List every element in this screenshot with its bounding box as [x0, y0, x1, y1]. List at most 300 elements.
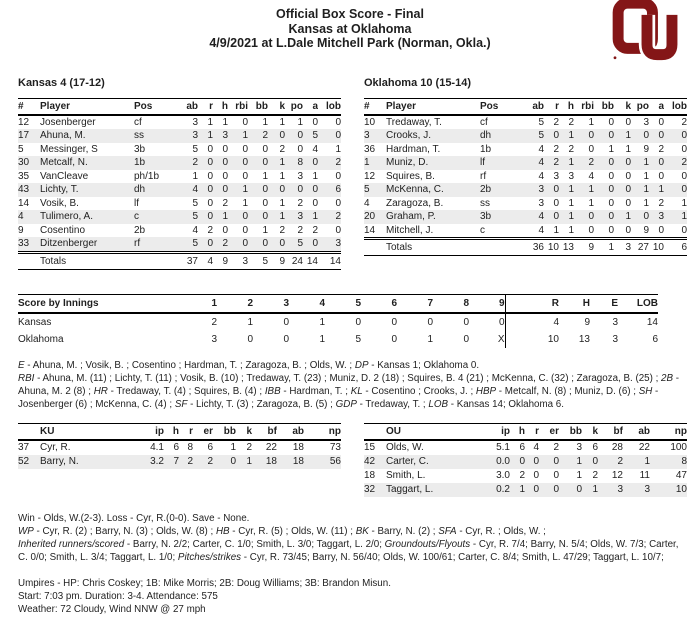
stat-cell: 1	[588, 116, 594, 128]
stat-cell: 3	[538, 197, 544, 209]
stat-cell: 1	[262, 170, 268, 182]
ou-pitching-label: OU	[386, 423, 482, 440]
player-name-cell: Tulimero, A.	[40, 211, 93, 222]
batting-row	[364, 143, 687, 157]
stat-cell: 0	[222, 157, 228, 168]
stat-cell: 1	[279, 170, 285, 182]
ku-pitching-label: KU	[40, 423, 136, 440]
stat-cell: 9	[643, 143, 649, 155]
stat-cell: 0	[242, 116, 248, 128]
player-pos-cell: 1b	[480, 143, 492, 155]
pitcher-number-cell: 37	[18, 441, 30, 453]
stat-cell: 1	[279, 157, 285, 168]
stat-cell: 1	[279, 197, 285, 209]
stat-cell: 0	[242, 238, 248, 249]
stat-cell: 0	[658, 116, 664, 128]
stat-cell: 0	[242, 143, 248, 155]
stat-cell: 5	[538, 116, 544, 128]
batting-header-row	[18, 98, 341, 115]
kansas-batting-column	[18, 77, 341, 270]
stat-cell: 3	[538, 184, 544, 195]
stat-cell: 5	[538, 130, 544, 141]
stat-cell: 0	[297, 130, 303, 141]
pitcher-number-cell: 18	[364, 469, 376, 481]
stat-cell: 2	[187, 455, 193, 467]
stat-cell: 0	[207, 184, 213, 195]
stat-cell: 0	[242, 224, 248, 236]
stat-cell: 0	[242, 170, 248, 182]
stat-cell: 5	[192, 211, 198, 222]
stat-cell: 0	[207, 211, 213, 222]
stat-cell: 0	[588, 224, 594, 236]
stat-cell: 0	[533, 469, 539, 481]
col-player: Player	[40, 98, 134, 115]
spacer-cell	[364, 239, 386, 256]
player-pos-cell: c	[134, 211, 139, 222]
player-name-cell: Squires, B.	[386, 170, 435, 182]
stat-cell: 6	[519, 441, 525, 453]
stat-cell: 0	[553, 184, 559, 195]
stat-cell: 2	[617, 455, 623, 467]
stat-cell: 5	[312, 130, 318, 141]
stat-cell: 1	[297, 116, 303, 128]
col-number: #	[364, 98, 386, 115]
batting-totals-row	[364, 239, 687, 256]
player-number-cell: 3	[364, 130, 370, 141]
player-pos-cell: lf	[480, 157, 485, 168]
col-ab: ab	[623, 423, 650, 440]
batting-row	[18, 115, 341, 130]
stat-cell: 0	[335, 197, 341, 209]
batting-row	[364, 183, 687, 197]
batting-notes	[18, 359, 682, 411]
batting-row	[364, 129, 687, 143]
col-rbi: rbi	[228, 98, 248, 115]
stat-cell: 0	[553, 469, 559, 481]
stat-cell: 4	[192, 184, 198, 195]
player-name-cell: McKenna, C.	[386, 184, 444, 195]
stat-cell: 0	[608, 157, 614, 168]
stat-cell: 2	[658, 143, 664, 155]
spacer-cell	[18, 252, 40, 269]
col-er: er	[193, 423, 213, 440]
stat-cell: 2	[262, 130, 268, 141]
innings-header-row	[18, 294, 658, 313]
stat-cell: 0	[312, 238, 318, 249]
stat-cell: 1	[242, 130, 248, 141]
oklahoma-batting-column	[364, 77, 687, 270]
oklahoma-batting-table	[364, 98, 687, 257]
inning-score-cell: 0	[391, 333, 397, 345]
player-name-cell: Josenberger	[40, 116, 96, 128]
lob-col: LOB	[618, 294, 658, 313]
player-pos-cell: c	[480, 224, 485, 236]
stat-cell: 2	[588, 157, 594, 168]
ou-pitching-column	[364, 423, 687, 497]
stat-cell: 2	[222, 238, 228, 249]
pitcher-name-cell: Cyr, R.	[40, 441, 71, 453]
total-stat-cell: 10	[544, 239, 559, 256]
stat-cell: 3	[553, 170, 559, 182]
pitching-row	[18, 440, 341, 455]
spacer-cell	[364, 423, 386, 440]
hits-col: H	[559, 294, 590, 313]
stat-cell: 2	[335, 157, 341, 168]
ou-logo-icon	[607, 0, 687, 64]
col-bf: bf	[252, 423, 277, 440]
stat-cell: 5	[192, 197, 198, 209]
stat-cell: 56	[329, 455, 341, 467]
stat-cell: 0	[625, 197, 631, 209]
stat-cell: 0	[658, 224, 664, 236]
stat-cell: 1	[312, 211, 318, 222]
stat-cell: 0	[222, 224, 228, 236]
runs-total-cell: 10	[547, 333, 559, 345]
stat-cell: 1	[568, 224, 574, 236]
batting-row	[364, 197, 687, 211]
inning-score-cell: 0	[283, 333, 289, 345]
stat-cell: 3	[617, 483, 623, 495]
batting-row	[364, 115, 687, 130]
stat-cell: 1	[625, 211, 631, 222]
stat-cell: 1	[644, 455, 650, 467]
stat-cell: 0	[297, 143, 303, 155]
stat-cell: 0	[335, 224, 341, 236]
col-r: r	[525, 423, 539, 440]
stat-cell: 3	[297, 170, 303, 182]
stat-cell: 2	[279, 143, 285, 155]
spacer-cell	[480, 239, 520, 256]
inning-score-cell: 1	[319, 316, 325, 328]
stat-cell: 0	[553, 211, 559, 222]
pitching-notes	[18, 512, 682, 564]
inning-col: 4	[289, 294, 325, 313]
player-pos-cell: ss	[134, 130, 144, 141]
player-number-cell: 5	[364, 184, 370, 195]
stat-cell: 2	[192, 157, 198, 168]
pitcher-name-cell: Taggart, L.	[386, 483, 434, 495]
total-stat-cell: 10	[649, 239, 664, 256]
stat-cell: 0	[207, 157, 213, 168]
stat-cell: 0	[230, 455, 236, 467]
col-rbi: rbi	[574, 98, 594, 115]
pitcher-number-cell: 52	[18, 455, 30, 467]
total-stat-cell: 13	[559, 239, 574, 256]
wp-hb-bk-sfa-line: WP - Cyr, R. (2) ; Barry, N. (3) ; Olds, W. (8) ; HB - Cyr, R. (5) ; Olds, W. (11) ; BK - Barry, N. (2) ; SFA - Cyr, R. ; Olds, W. ;	[18, 525, 546, 537]
stat-cell: 5	[297, 238, 303, 249]
lob-total-cell: 6	[652, 333, 658, 345]
stat-cell: 2	[297, 197, 303, 209]
inning-score-cell: 0	[427, 316, 433, 328]
batting-row	[18, 197, 341, 211]
stat-cell: 2	[553, 441, 559, 453]
stat-cell: 1	[568, 211, 574, 222]
col-bb: bb	[248, 98, 268, 115]
player-number-cell: 10	[364, 116, 376, 128]
errors-dp-line: E - Ahuna, M. ; Vosik, B. ; Cosentino ; Hardman, T. ; Zaragoza, B. ; Olds, W. ; DP - Kansas 1; Oklahoma 0.	[18, 359, 480, 371]
player-pos-cell: 2b	[134, 224, 146, 236]
stat-cell: 1	[262, 116, 268, 128]
stat-cell: 4	[533, 441, 539, 453]
stat-cell: 1	[207, 116, 213, 128]
col-ab: ab	[174, 98, 198, 115]
stat-cell: 4	[538, 157, 544, 168]
stat-cell: 1	[658, 184, 664, 195]
stat-cell: 6	[173, 441, 179, 453]
stat-cell: 6	[207, 441, 213, 453]
pitcher-name-cell: Olds, W.	[386, 441, 424, 453]
stat-cell: 0	[681, 143, 687, 155]
player-number-cell: 35	[18, 170, 30, 182]
stat-cell: 0	[533, 455, 539, 467]
col-ab: ab	[520, 98, 544, 115]
col-k: k	[236, 423, 252, 440]
pitcher-number-cell: 15	[364, 441, 376, 453]
stat-cell: 2	[335, 211, 341, 222]
pitching-row	[364, 455, 687, 469]
col-k: k	[582, 423, 598, 440]
batting-totals-row	[18, 252, 341, 269]
stat-cell: 4	[538, 170, 544, 182]
stat-cell: 1	[222, 116, 228, 128]
stat-cell: 0	[681, 130, 687, 141]
inning-score-cell: 1	[319, 333, 325, 345]
batting-row	[18, 170, 341, 184]
innings-divider	[505, 313, 519, 331]
stat-cell: 0	[588, 211, 594, 222]
inning-score-cell: X	[497, 333, 505, 345]
stat-cell: 0	[312, 197, 318, 209]
stat-cell: 0	[625, 170, 631, 182]
player-pos-cell: lf	[134, 197, 139, 209]
stat-cell: 0	[312, 116, 318, 128]
inning-col: 5	[325, 294, 361, 313]
runs-total-cell: 4	[553, 316, 559, 328]
stat-cell: 0	[553, 130, 559, 141]
venue-line: 4/9/2021 at L.Dale Mitchell Park (Norman, Okla.)	[209, 36, 491, 50]
inning-col: 9	[469, 294, 505, 313]
innings-divider	[505, 331, 519, 348]
stat-cell: 0	[658, 130, 664, 141]
stat-cell: 18	[292, 441, 304, 453]
stat-cell: 1	[625, 130, 631, 141]
stat-cell: 1	[335, 143, 341, 155]
stat-cell: 0	[681, 170, 687, 182]
stat-cell: 0.2	[496, 483, 510, 495]
player-pos-cell: 2b	[480, 184, 492, 195]
stat-cell: 28	[611, 441, 623, 453]
stat-cell: 22	[638, 441, 650, 453]
errors-total-cell: 3	[612, 316, 618, 328]
stat-cell: 0	[262, 143, 268, 155]
stat-cell: 3	[192, 130, 198, 141]
stat-cell: 3	[568, 170, 574, 182]
col-ip: ip	[136, 423, 164, 440]
stat-cell: 0	[625, 184, 631, 195]
stat-cell: 1	[643, 170, 649, 182]
stat-cell: 0	[297, 184, 303, 195]
total-stat-cell: 9	[213, 252, 228, 269]
stat-cell: 1	[568, 157, 574, 168]
innings-divider	[505, 294, 519, 313]
player-name-cell: Mitchell, J.	[386, 224, 434, 236]
col-r: r	[544, 98, 559, 115]
total-stat-cell: 4	[198, 252, 213, 269]
stat-cell: 0	[519, 455, 525, 467]
stat-cell: 0	[262, 184, 268, 195]
stat-cell: 2	[568, 116, 574, 128]
stat-cell: 5	[192, 143, 198, 155]
player-name-cell: Crooks, J.	[386, 130, 432, 141]
player-name-cell: Zaragoza, B.	[386, 197, 444, 209]
inning-score-cell: 5	[355, 333, 361, 345]
stat-cell: 0	[658, 157, 664, 168]
stat-cell: 2	[592, 469, 598, 481]
stat-cell: 1	[519, 483, 525, 495]
stat-cell: 2	[246, 441, 252, 453]
pitching-row	[364, 440, 687, 455]
stat-cell: 12	[611, 469, 623, 481]
col-k: k	[614, 98, 631, 115]
batting-section	[18, 76, 687, 270]
stat-cell: 3.0	[496, 469, 510, 481]
stat-cell: 0	[262, 211, 268, 222]
inning-col: 1	[181, 294, 217, 313]
stat-cell: 0	[576, 483, 582, 495]
registered-mark-dot	[614, 56, 617, 59]
errors-col: E	[590, 294, 618, 313]
stat-cell: 0	[643, 211, 649, 222]
stat-cell: 0	[279, 130, 285, 141]
inning-col: 6	[361, 294, 397, 313]
innings-team-row	[18, 313, 658, 331]
total-stat-cell: 27	[631, 239, 649, 256]
stat-cell: 2	[681, 116, 687, 128]
col-h: h	[164, 423, 179, 440]
player-name-cell: Hardman, T.	[386, 143, 441, 155]
inning-score-cell: 0	[247, 333, 253, 345]
stat-cell: 2	[553, 143, 559, 155]
player-number-cell: 36	[364, 143, 376, 155]
stat-cell: 3	[658, 211, 664, 222]
stat-cell: 0	[608, 170, 614, 182]
inning-score-cell: 0	[391, 316, 397, 328]
stat-cell: 1	[592, 483, 598, 495]
player-name-cell: Ditzenberger	[40, 238, 98, 249]
col-np: np	[304, 423, 341, 440]
pitching-row	[364, 483, 687, 497]
pitcher-name-cell: Barry, N.	[40, 455, 79, 467]
player-name-cell: VanCleave	[40, 170, 89, 182]
stat-cell: 0	[553, 483, 559, 495]
team-name-cell: Oklahoma	[18, 333, 64, 345]
kansas-batting-table	[18, 98, 341, 270]
page-header	[18, 7, 682, 51]
stat-cell: 0	[643, 130, 649, 141]
stat-cell: 1	[681, 197, 687, 209]
stat-cell: 0	[608, 184, 614, 195]
stat-cell: 5.1	[496, 441, 510, 453]
oklahoma-team-label: Oklahoma 10 (15-14)	[364, 76, 471, 89]
stat-cell: 8	[681, 455, 687, 467]
stat-cell: 0	[222, 143, 228, 155]
stat-cell: 1	[643, 157, 649, 168]
kansas-team-label: Kansas 4 (17-12)	[18, 76, 105, 89]
stat-cell: 4.1	[150, 441, 164, 453]
stat-cell: 1	[246, 455, 252, 467]
pitcher-number-cell: 32	[364, 483, 376, 495]
col-er: er	[539, 423, 559, 440]
stat-cell: 4	[538, 211, 544, 222]
start-duration-attendance-line: Start: 7:03 pm. Duration: 3-4. Attendance: 575	[18, 590, 218, 602]
player-pos-cell: ph/1b	[134, 170, 160, 182]
stat-cell: 1	[588, 184, 594, 195]
pitcher-number-cell: 42	[364, 455, 376, 467]
col-player: Player	[386, 98, 480, 115]
col-lob: lob	[664, 98, 687, 115]
innings-label: Score by Innings	[18, 294, 181, 313]
total-stat-cell: 6	[664, 239, 687, 256]
totals-label: Totals	[40, 252, 134, 269]
pitching-header-row	[364, 423, 687, 440]
inning-score-cell: 0	[498, 316, 505, 328]
stat-cell: 1	[681, 211, 687, 222]
stat-cell: 1	[262, 224, 268, 236]
win-loss-save-line: Win - Olds, W.(2-3). Loss - Cyr, R.(0-0). Save - None.	[18, 512, 250, 524]
batting-row	[18, 143, 341, 157]
stat-cell: 0	[279, 184, 285, 195]
player-pos-cell: 1b	[134, 157, 146, 168]
col-po: po	[631, 98, 649, 115]
stat-cell: 0	[207, 238, 213, 249]
matchup-line: Kansas at Oklahoma	[288, 21, 412, 36]
stat-cell: 0	[207, 143, 213, 155]
game-info-footer	[18, 577, 682, 616]
player-number-cell: 1	[364, 157, 370, 168]
stat-cell: 0	[335, 170, 341, 182]
col-r: r	[179, 423, 193, 440]
score-by-innings-section	[18, 294, 682, 348]
inning-score-cell: 0	[463, 333, 469, 345]
stat-cell: 0	[608, 130, 614, 141]
stat-cell: 0	[608, 197, 614, 209]
stat-cell: 0	[625, 224, 631, 236]
inning-score-cell: 0	[463, 316, 469, 328]
stat-cell: 2	[279, 224, 285, 236]
stat-cell: 2	[658, 197, 664, 209]
stat-cell: 0	[681, 224, 687, 236]
total-stat-cell: 9	[574, 239, 594, 256]
stat-cell: 3	[222, 130, 228, 141]
team-name-cell: Kansas	[18, 316, 52, 328]
stat-cell: 0	[262, 238, 268, 249]
stat-cell: 0.0	[496, 455, 510, 467]
ku-pitching-table	[18, 423, 341, 469]
batting-row	[364, 210, 687, 224]
stat-cell: 7	[173, 455, 179, 467]
player-name-cell: Muniz, D.	[386, 157, 429, 168]
col-a: a	[649, 98, 664, 115]
col-a: a	[303, 98, 318, 115]
rbi-extras-line: RBI - Ahuna, M. (11) ; Lichty, T. (11) ; Vosik, B. (10) ; Tredaway, T. (23) ; Muniz, D. 2 (18) ; Squires, B. 4 (21) ; McKenna, C. (32) ; Zaragoza, B. (25) ; 2B - Ahuna, M. 2 (8) ; HR - Tredaway, T. (4) ; Squires, B. (4) ; IBB - Hardman, T. ; KL - Cosentino ; Crooks, J. ; HBP - Metcalf, N. (8) ; Muniz, D. (6) ; SH - Josenberger (6) ; McKenna, C. (4) ; SF - Lichty, T. (3) ; Zaragoza, B. (5) ; GDP - Tredaway, T. ; LOB - Kansas 14; Oklahoma 6.	[18, 372, 680, 410]
stat-cell: 3	[643, 116, 649, 128]
player-number-cell: 43	[18, 184, 30, 195]
stat-cell: 1	[242, 184, 248, 195]
player-pos-cell: dh	[480, 130, 492, 141]
total-stat-cell: 3	[614, 239, 631, 256]
stat-cell: 2	[222, 197, 228, 209]
inning-col: 3	[253, 294, 289, 313]
